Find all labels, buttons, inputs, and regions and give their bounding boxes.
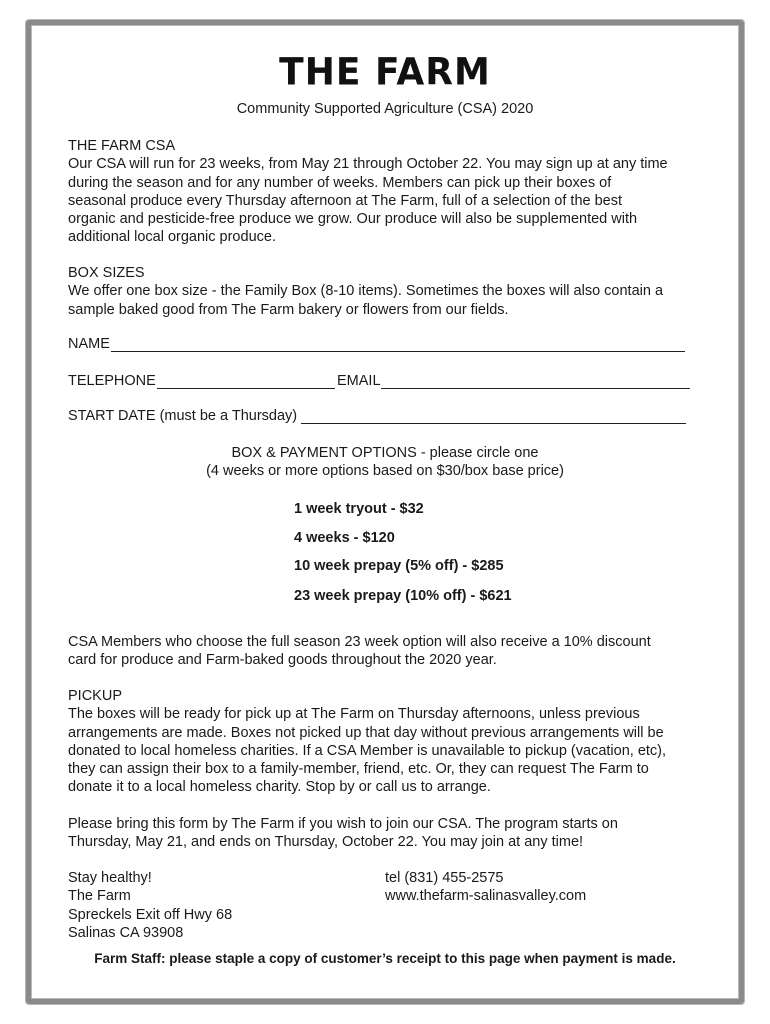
start-date-field[interactable] bbox=[301, 423, 686, 424]
start-date-label: START DATE (must be a Thursday) bbox=[68, 408, 298, 424]
staff-note: Farm Staff: please staple a copy of customer’s receipt to this page when payment is made. bbox=[94, 951, 676, 966]
box-sizes-line: sample baked good from The Farm bakery or flowers from our fields. bbox=[68, 301, 509, 318]
pickup-section bbox=[68, 687, 708, 797]
signoff: Stay healthy! bbox=[68, 870, 152, 886]
csa-line: Our CSA will run for 23 weeks, from May 21 through October 22. You may sign up at any time bbox=[68, 156, 668, 173]
farm-name: The Farm bbox=[68, 888, 131, 905]
bring-form-note bbox=[68, 815, 708, 852]
contact-block bbox=[385, 869, 586, 906]
csa-line: during the season and for any number of weeks. Members can pick up their boxes of bbox=[68, 174, 612, 191]
pickup-line: The boxes will be ready for pick up at The Farm on Thursday afternoons, unless previous bbox=[68, 706, 640, 723]
email-label: EMAIL bbox=[337, 373, 381, 389]
pickup-line: donate it to a local homeless charity. Stop by or call us to arrange. bbox=[68, 779, 491, 796]
members-note-line: card for produce and Farm-baked goods throughout the 2020 year. bbox=[68, 652, 497, 669]
csa-line: seasonal produce every Thursday afternoon at The Farm, full of a selection of the best bbox=[68, 192, 623, 209]
page-title: THE FARM bbox=[279, 50, 491, 95]
box-sizes-section bbox=[68, 264, 708, 319]
payment-option[interactable]: 23 week prepay (10% off) - $621 bbox=[294, 588, 512, 604]
name-field[interactable] bbox=[111, 351, 685, 352]
members-note bbox=[68, 633, 708, 670]
page-subtitle: Community Supported Agriculture (CSA) 2020 bbox=[236, 101, 534, 117]
telephone-field[interactable] bbox=[157, 388, 335, 389]
csa-heading: THE FARM CSA bbox=[68, 138, 176, 154]
csa-line: additional local organic produce. bbox=[68, 229, 276, 246]
members-note-line: CSA Members who choose the full season 23 week option will also receive a 10% discount bbox=[68, 634, 651, 650]
csa-line: organic and pesticide-free produce we grow. Our produce will also be supplemented with bbox=[68, 211, 638, 228]
name-label: NAME bbox=[68, 336, 110, 352]
pickup-line: arrangements are made. Boxes not picked up that day without previous arrangements will be bbox=[68, 724, 664, 741]
payment-option[interactable]: 1 week tryout - $32 bbox=[294, 501, 424, 517]
box-sizes-heading: BOX SIZES bbox=[68, 265, 145, 281]
payment-option[interactable]: 4 weeks - $120 bbox=[294, 530, 395, 546]
telephone-label: TELEPHONE bbox=[68, 373, 156, 389]
email-field[interactable] bbox=[381, 388, 690, 389]
pickup-line: they can assign their box to a family-member, friend, etc. Or, they can request The Farm to bbox=[68, 761, 649, 778]
payment-note: (4 weeks or more options based on $30/box base price) bbox=[206, 463, 564, 479]
address-line: Salinas CA 93908 bbox=[68, 924, 184, 941]
payment-option[interactable]: 10 week prepay (5% off) - $285 bbox=[294, 558, 504, 574]
bring-form-line: Thursday, May 21, and ends on Thursday, October 22. You may join at any time! bbox=[68, 834, 584, 851]
address-line: Spreckels Exit off Hwy 68 bbox=[68, 906, 233, 923]
website-link[interactable]: www.thefarm-salinasvalley.com bbox=[385, 888, 587, 905]
pickup-heading: PICKUP bbox=[68, 688, 122, 704]
telephone-text: tel (831) 455-2575 bbox=[385, 870, 504, 886]
address-block bbox=[68, 869, 232, 942]
payment-heading: BOX & PAYMENT OPTIONS - please circle one bbox=[231, 445, 539, 461]
bring-form-line: Please bring this form by The Farm if you wish to join our CSA. The program starts on bbox=[68, 816, 618, 832]
box-sizes-line: We offer one box size - the Family Box (8-10 items). Sometimes the boxes will also contain a bbox=[68, 283, 664, 300]
csa-section bbox=[68, 137, 708, 247]
pickup-line: donated to local homeless charities. If a CSA Member is unavailable to pickup (vacation, etc), bbox=[68, 742, 667, 759]
